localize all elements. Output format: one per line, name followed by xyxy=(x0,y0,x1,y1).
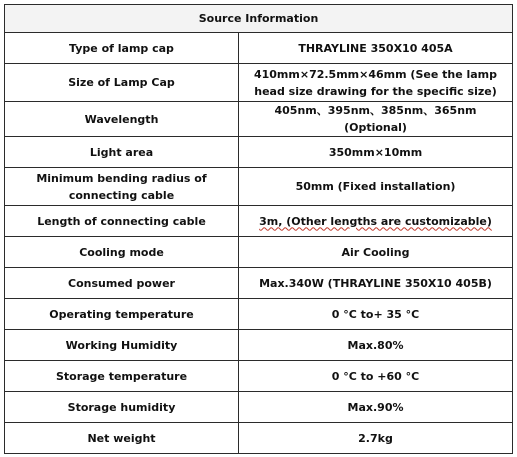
row-label-cooling-mode: Cooling mode xyxy=(5,237,239,268)
row-label-working-humidity: Working Humidity xyxy=(5,330,239,361)
row-label-operating-temperature: Operating temperature xyxy=(5,299,239,330)
table-title: Source Information xyxy=(5,5,513,33)
source-information-table xyxy=(4,4,513,454)
row-label-net-weight: Net weight xyxy=(5,423,239,454)
row-label-storage-temperature: Storage temperature xyxy=(5,361,239,392)
table-row xyxy=(5,268,513,299)
row-label-storage-humidity: Storage humidity xyxy=(5,392,239,423)
table-row xyxy=(5,299,513,330)
row-value-light-area: 350mm×10mm xyxy=(239,137,513,168)
table-row xyxy=(5,137,513,168)
row-value-working-humidity: Max.80% xyxy=(239,330,513,361)
row-value-cable-length xyxy=(239,206,513,237)
table-row xyxy=(5,206,513,237)
row-label-bending-radius: Minimum bending radius of connecting cable xyxy=(5,168,239,206)
row-value-lamp-cap-size: 410mm×72.5mm×46mm (See the lamp head size drawing for the specific size) xyxy=(239,64,513,102)
row-value-storage-temperature: 0 °C to +60 °C xyxy=(239,361,513,392)
row-label-light-area: Light area xyxy=(5,137,239,168)
table-row xyxy=(5,64,513,102)
row-value-cooling-mode: Air Cooling xyxy=(239,237,513,268)
table-row xyxy=(5,361,513,392)
table-row xyxy=(5,392,513,423)
table-title-row xyxy=(5,5,513,33)
row-label-lamp-cap-size: Size of Lamp Cap xyxy=(5,64,239,102)
row-label-consumed-power: Consumed power xyxy=(5,268,239,299)
row-value-operating-temperature: 0 °C to+ 35 °C xyxy=(239,299,513,330)
row-value-wavelength: 405nm、395nm、385nm、365nm (Optional) xyxy=(239,102,513,137)
cable-length-text: 3m, (Other lengths are customizable) xyxy=(259,214,492,228)
table-row xyxy=(5,330,513,361)
table-row xyxy=(5,168,513,206)
row-value-bending-radius: 50mm (Fixed installation) xyxy=(239,168,513,206)
row-label-wavelength: Wavelength xyxy=(5,102,239,137)
table-row xyxy=(5,33,513,64)
row-label-lamp-cap-type: Type of lamp cap xyxy=(5,33,239,64)
row-value-net-weight: 2.7kg xyxy=(239,423,513,454)
row-value-consumed-power: Max.340W (THRAYLINE 350X10 405B) xyxy=(239,268,513,299)
table-row xyxy=(5,423,513,454)
row-value-storage-humidity: Max.90% xyxy=(239,392,513,423)
row-label-cable-length: Length of connecting cable xyxy=(5,206,239,237)
table-row xyxy=(5,102,513,137)
table-row xyxy=(5,237,513,268)
row-value-lamp-cap-type: THRAYLINE 350X10 405A xyxy=(239,33,513,64)
